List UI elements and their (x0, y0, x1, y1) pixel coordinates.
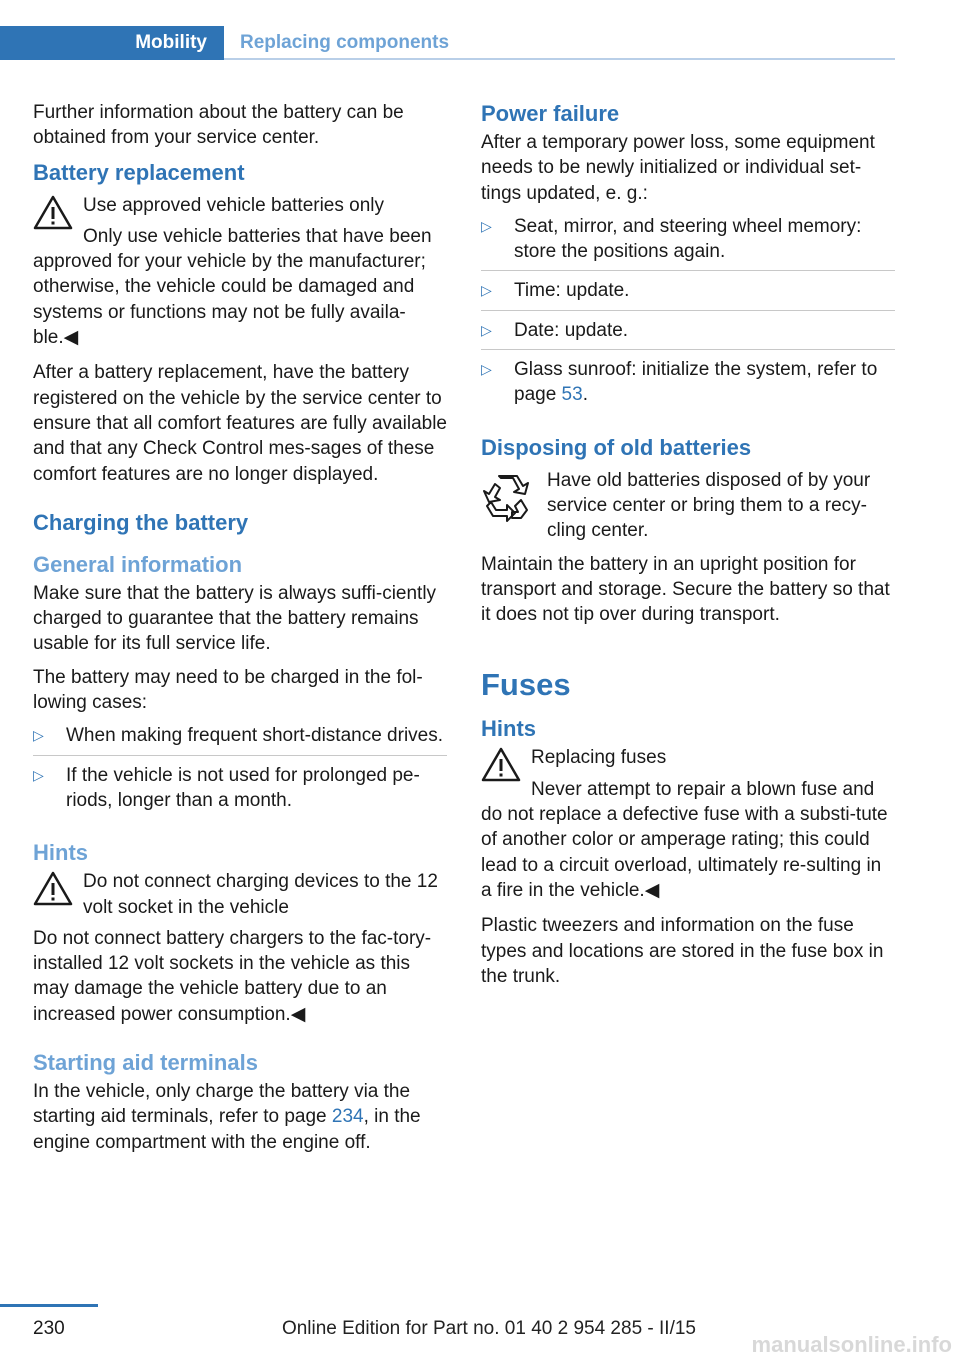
charging-warning-text: Do not connect battery chargers to the fac-tory-installed 12 volt sockets in the vehicle as this may damage the vehicle battery due to an increased power consumption.◀ (33, 927, 432, 1025)
general-information-text: Make sure that the battery is always suffi-ciently charged to guarantee that the battery remains usable for its full service life. (33, 582, 437, 655)
general-information-heading: General information (33, 551, 243, 577)
charging-cases-intro: The battery may need to be charged in the fol-lowing cases: (33, 666, 423, 714)
fuses-warning-title: Replacing fuses (531, 747, 667, 769)
battery-replacement-heading: Battery replacement (33, 159, 245, 185)
list-item: ▷ Glass sunroof: initialize the system, refer to page 53. (481, 359, 878, 406)
warning-triangle-icon (33, 871, 73, 907)
charging-cases-list (33, 723, 447, 819)
header-rule (224, 58, 895, 60)
left-column (33, 100, 447, 1163)
watermark: manualsonline.info (751, 1332, 952, 1357)
triangle-bullet-icon: ▷ (481, 217, 492, 234)
fuses-hints-heading: Hints (481, 716, 536, 742)
charging-hints-heading: Hints (33, 840, 88, 866)
fuses-heading: Fuses (481, 667, 571, 703)
edition-text: Online Edition for Part no. 01 40 2 954 285 - II/15 (281, 1318, 696, 1339)
triangle-bullet-icon: ▷ (481, 321, 492, 338)
page-header (0, 26, 895, 62)
recycle-notice (481, 468, 895, 544)
list-item: ▷ Date: update. (481, 318, 895, 350)
battery-replacement-paragraph: After a battery replacement, have the battery registered on the vehicle by the service center to ensure that all comfort features are fully available and that any Check Control mes-sages of these comfort features are no longer displayed. (33, 362, 447, 485)
triangle-bullet-icon: ▷ (33, 727, 44, 744)
triangle-bullet-icon: ▷ (481, 282, 492, 299)
warning-triangle-icon (33, 195, 73, 231)
battery-warning (33, 193, 447, 351)
intro-paragraph: Further information about the battery can be obtained from your service center. (33, 102, 404, 149)
warning-triangle-icon (481, 747, 521, 783)
triangle-bullet-icon: ▷ (481, 361, 492, 378)
right-column (481, 100, 895, 997)
battery-warning-title: Use approved vehicle batteries only (83, 194, 385, 216)
starting-aid-heading: Starting aid terminals (33, 1050, 258, 1076)
recycle-text: Have old batteries disposed of by your service center or bring them to a recy-cling center. (547, 469, 871, 542)
power-failure-text: After a temporary power loss, some equipment needs to be newly initialized or individual set-tings updated, e. g.: (481, 132, 875, 204)
starting-aid-text: In the vehicle, only charge the battery via the starting aid terminals, refer to page 234, in the engine compartment with the engine off. (33, 1081, 421, 1153)
list-item: ▷ Time: update. (481, 278, 895, 310)
power-failure-list (481, 214, 895, 414)
fuses-warning (481, 745, 895, 903)
disposing-heading: Disposing of old batteries (481, 434, 752, 460)
list-item: ▷ Seat, mirror, and steering wheel memory: store the positions again. (481, 214, 895, 272)
list-item: ▷ If the vehicle is not used for prolonged pe-riods, longer than a month. (33, 764, 420, 811)
fuses-paragraph: Plastic tweezers and information on the fuse types and locations are stored in the fuse box in the trunk. (481, 915, 884, 987)
footer-rule (0, 1304, 98, 1307)
fuses-warning-text: Never attempt to repair a blown fuse and do not replace a defective fuse with a substi-tute of another color or amperage rating; this could lead to a circuit overload, ultimately re-sulting in a fire in the vehicle.◀ (481, 778, 888, 901)
header-section-tab[interactable]: Mobility (0, 26, 224, 60)
charging-warning-title: Do not connect charging devices to the 12 volt socket in the vehicle (83, 871, 438, 918)
page-link-53[interactable]: 53 (561, 384, 583, 406)
recycle-icon (481, 472, 533, 524)
charging-heading: Charging the battery (33, 509, 249, 535)
list-item: ▷ When making frequent short-distance drives. (33, 723, 447, 755)
disposing-paragraph: Maintain the battery in an upright position for transport and storage. Secure the battery so that it does not tip over during transport. (481, 553, 890, 626)
charging-warning (33, 869, 447, 920)
page-number: 230 (33, 1318, 65, 1339)
header-subsection-tab[interactable]: Replacing components (240, 32, 450, 53)
triangle-bullet-icon: ▷ (33, 766, 44, 783)
power-failure-heading: Power failure (481, 101, 620, 126)
battery-warning-text: Only use vehicle batteries that have been approved for your vehicle by the manufacturer; otherwise, the vehicle could be damaged and systems or functions may not be fully availa-ble.◀ (33, 225, 432, 349)
page-link-234[interactable]: 234 (331, 1106, 364, 1128)
